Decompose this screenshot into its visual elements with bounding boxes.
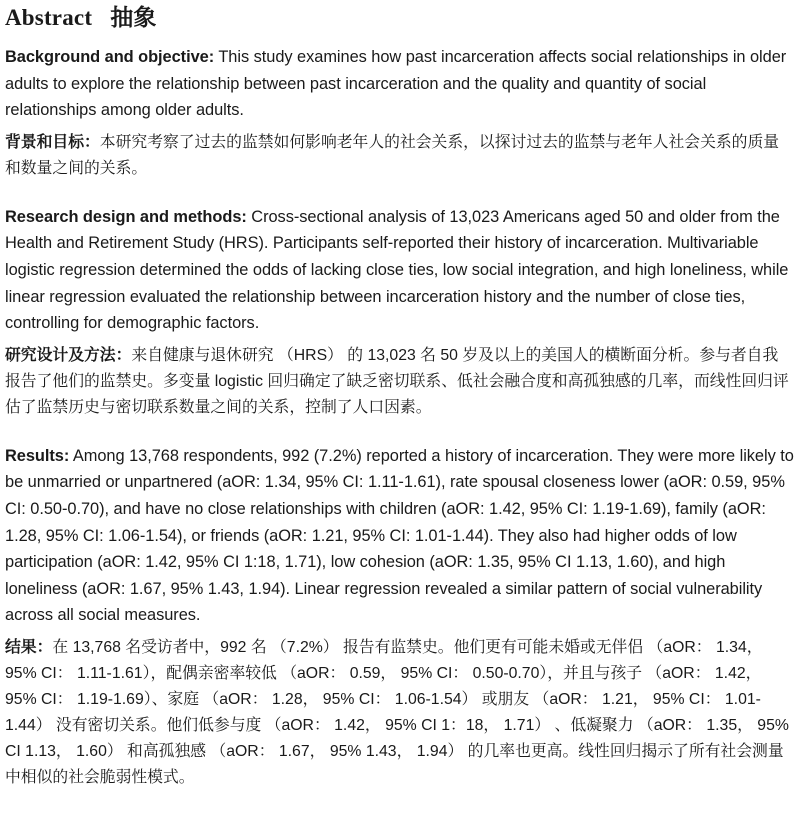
design-paragraph-zh <box>5 343 794 421</box>
results-text-zh: 在 13,768 名受访者中，992 名 （7.2%） 报告有监禁史。他们更有可能未婚或无伴侣 （aOR： 1.34， 95% CI： 1.11-1.61），配偶亲密率较低 （aOR： 0.59， 95% CI： 0.50-0.70），并且与孩子 （aOR： 1.42， 95% CI： 1.19-1.69）、家庭 （aOR： 1.28， 95% CI： 1.06-1.54） 或朋友 （aOR： 1.21， 95% CI： 1.01-1.44） 没有密切关系。他们低参与度 （aOR： 1.42， 95% CI 1：18， 1.71） 、低凝聚力 （aOR： 1.35， 95% CI 1.13， 1.60） 和高孤独感 （aOR： 1.67， 95% 1.43， 1.94） 的几率也更高。线性回归揭示了所有社会测量中相似的社会脆弱性模式。 <box>5 638 789 786</box>
results-paragraph-en <box>5 443 794 629</box>
results-label-en: Results: <box>5 446 70 465</box>
background-paragraph-en <box>5 44 794 124</box>
abstract-heading-zh: 抽象 <box>110 5 157 30</box>
background-label-zh: 背景和目标： <box>5 133 100 151</box>
background-text-zh: 本研究考察了过去的监禁如何影响老年人的社会关系，以探讨过去的监禁与老年人社会关系的质量和数量之间的关系。 <box>5 133 780 177</box>
design-label-en: Research design and methods: <box>5 207 247 226</box>
design-text-en: Cross-sectional analysis of 13,023 Americans aged 50 and older from the Health and Retirement Study (HRS). Participants self-reported their history of incarceration. Multivariable logistic regression determined the odds of lacking close ties, low social integration, and high loneliness, while linear regression evaluated the relationship between incarceration history and the number of close ties, controlling for demographic factors. <box>5 207 789 333</box>
background-text-en: This study examines how past incarceration affects social relationships in older adults to explore the relationship between past incarceration and the quality and quantity of social relationships among older adults. <box>5 48 787 120</box>
background-label-en: Background and objective: <box>5 48 215 66</box>
design-label-zh: 研究设计及方法： <box>5 346 132 364</box>
results-label-zh: 结果： <box>5 638 53 656</box>
design-text-zh: 来自健康与退休研究 （HRS） 的 13,023 名 50 岁及以上的美国人的横断面分析。参与者自我报告了他们的监禁史。多变量 logistic 回归确定了缺乏密切联系、低社会融合度和高孤独感的几率，而线性回归评估了监禁历史与密切联系数量之间的关系，控制了人口因素。 <box>5 346 789 416</box>
abstract-heading <box>5 4 794 32</box>
results-text-en: Among 13,768 respondents, 992 (7.2%) reported a history of incarceration. They were more likely to be unmarried or unpartnered (aOR: 1.34, 95% CI: 1.11-1.61), rate spousal closeness lower (aOR: 0.59, 95% CI: 0.50-0.70), and have no close relationships with children (aOR: 1.42, 95% CI: 1.19-1.69), family (aOR: 1.28, 95% CI: 1.06-1.54), or friends (aOR: 1.21, 95% CI: 1.01-1.44). They also had higher odds of low participation (aOR: 1.42, 95% CI 1:18, 1.71), low cohesion (aOR: 1.35, 95% CI 1.13, 1.60), and high loneliness (aOR: 1.67, 95% 1.43, 1.94). Linear regression revealed a similar pattern of social vulnerability across all social measures. <box>5 446 794 625</box>
abstract-heading-en: Abstract <box>5 5 93 30</box>
design-paragraph-en <box>5 204 794 337</box>
results-paragraph-zh <box>5 635 794 791</box>
background-paragraph-zh <box>5 130 794 182</box>
